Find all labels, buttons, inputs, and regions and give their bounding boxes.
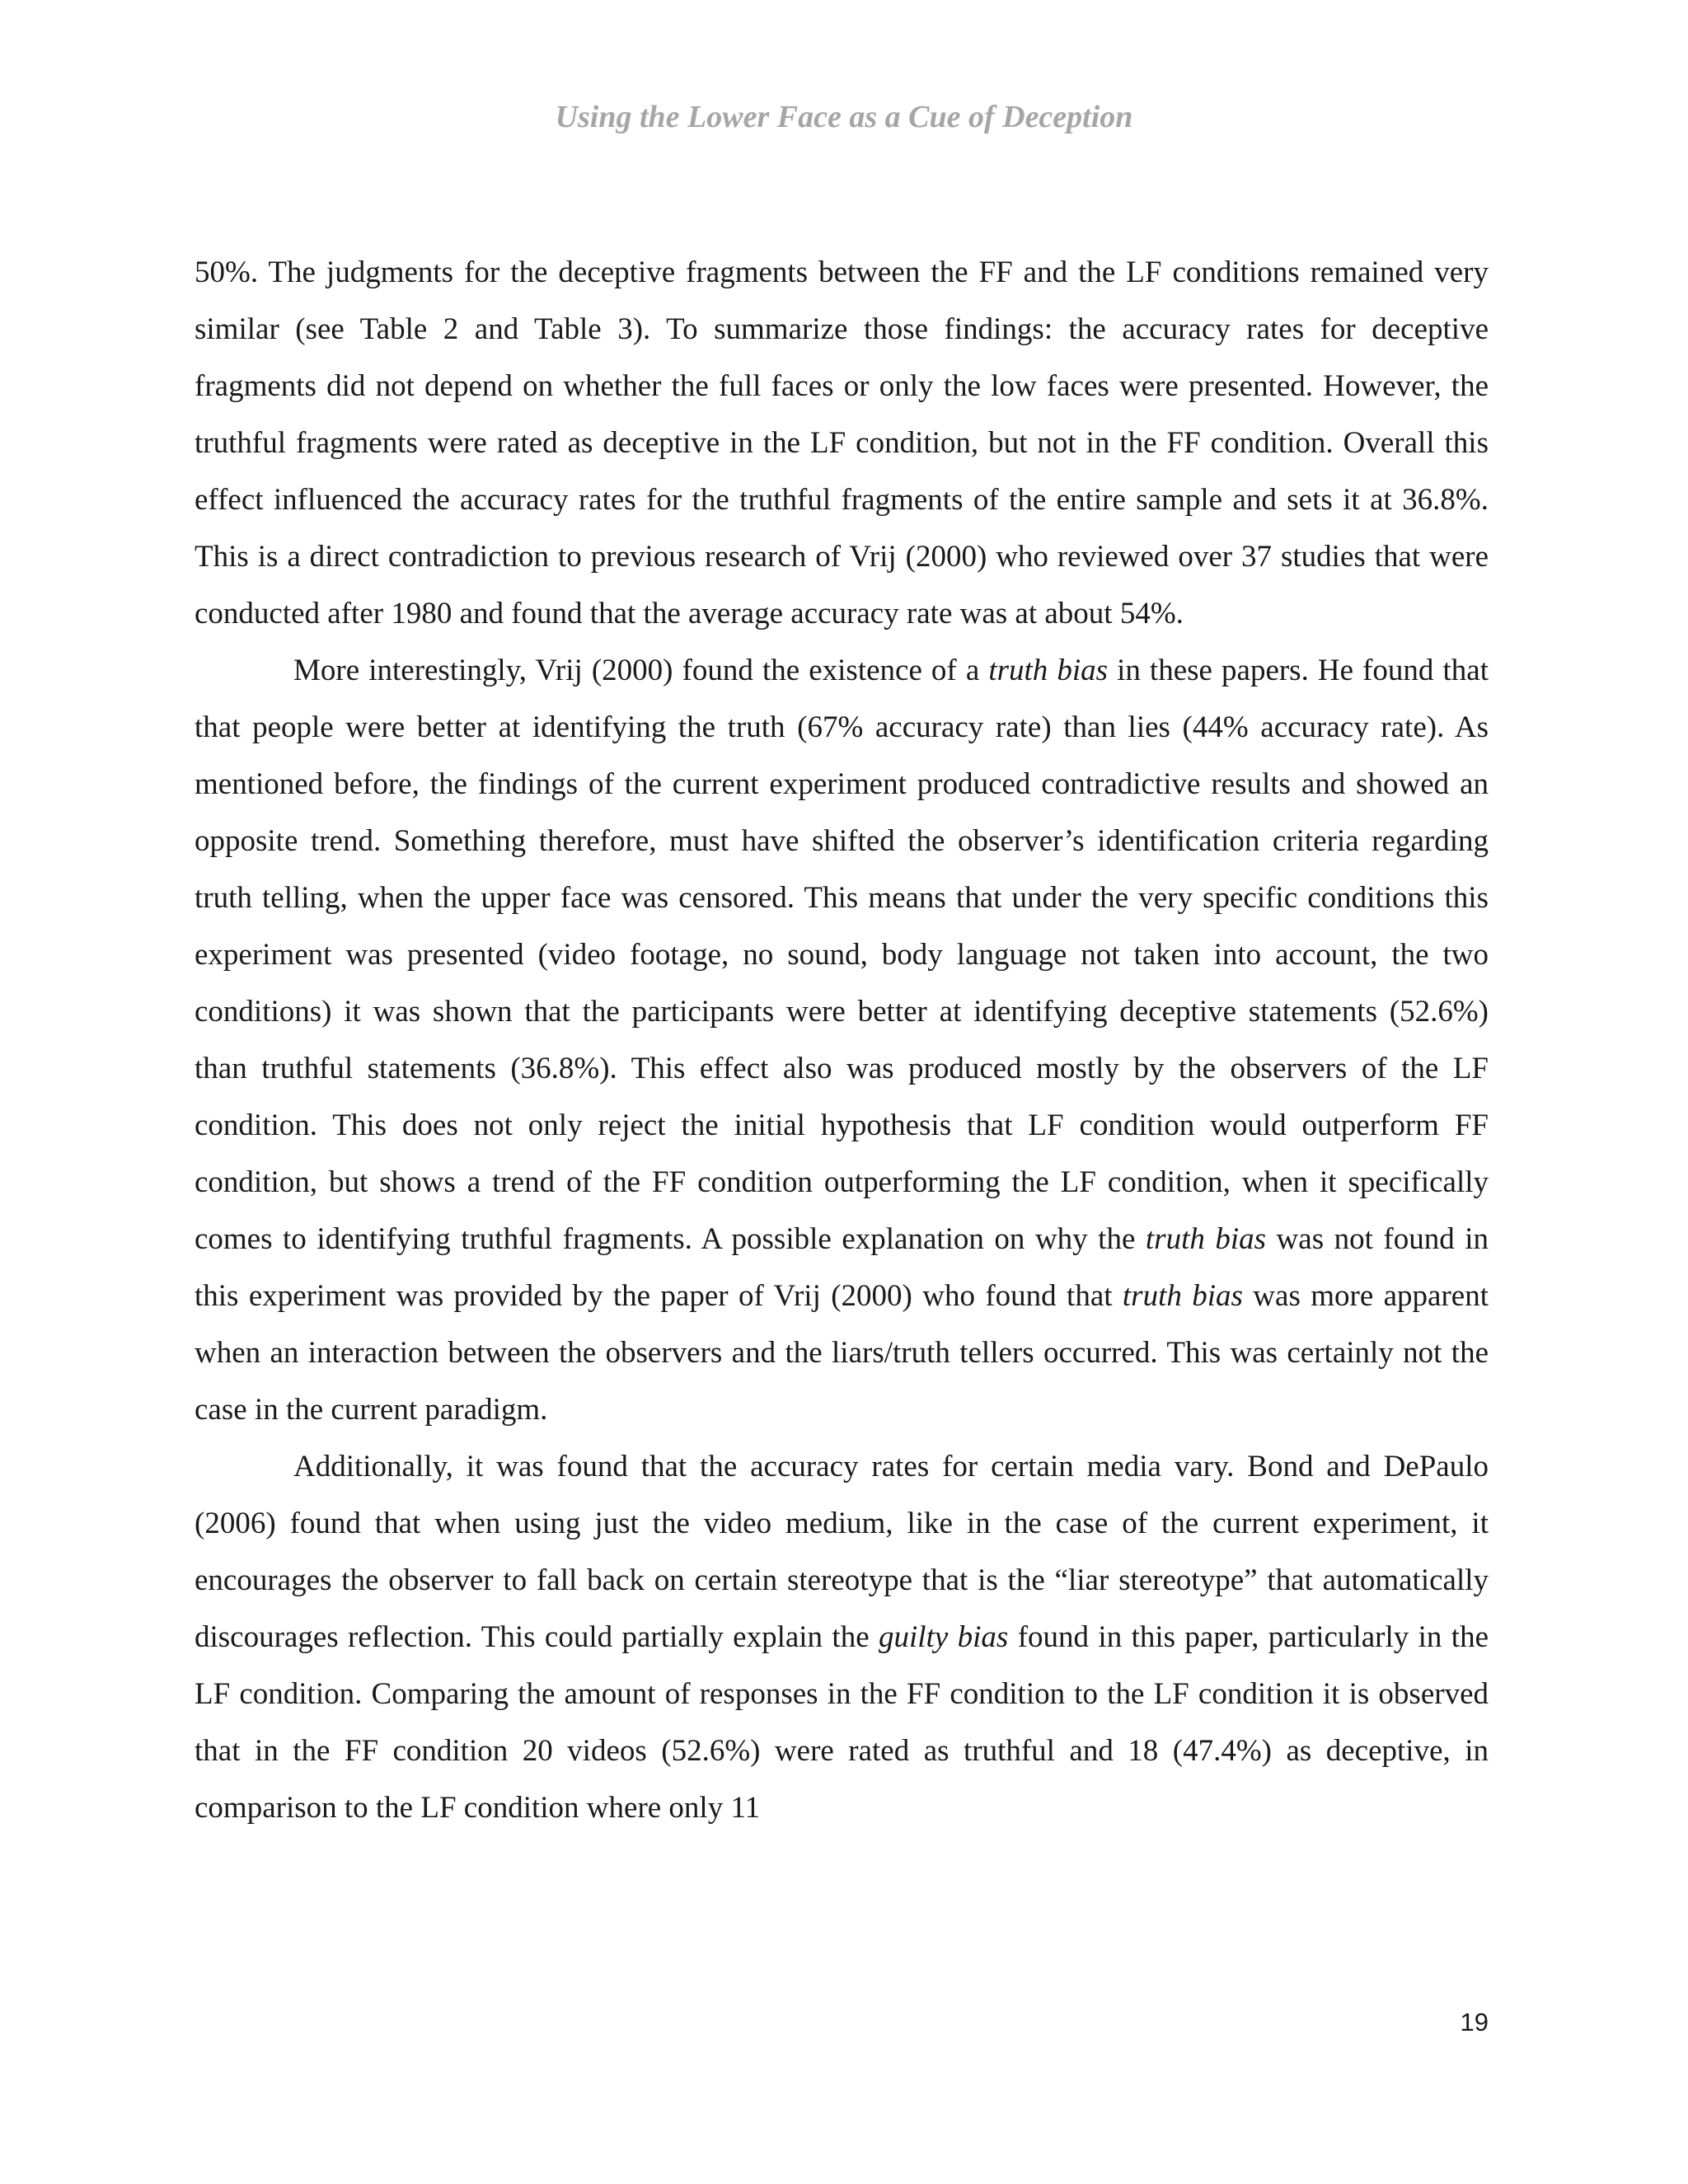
emphasis-truth-bias: truth bias: [988, 654, 1109, 687]
paragraph-3-text: Additionally, it was found that the accuracy rates for certain media vary. Bond and DePaulo (2006) found that when using just the video medium, like in the case of the current experiment, it encourages the observer to fall back on certain stereotype that is the “liar stereotype” that automatically discourages reflection. This could partially explain the: [195, 1450, 1489, 1654]
running-header: Using the Lower Face as a Cue of Deception: [555, 100, 1133, 134]
paragraph-2-text: More interestingly, Vrij (2000) found the existence of a: [293, 654, 989, 687]
emphasis-truth-bias: truth bias: [1122, 1279, 1243, 1313]
emphasis-guilty-bias: guilty bias: [879, 1620, 1009, 1654]
paragraph-3-text: found in this paper, particularly in the LF condition. Comparing the amount of responses in the FF condition to the LF condition it is observed that in the FF condition 20 videos (52.6%) were rated as truthful and 18 (47.4%) as deceptive, in comparison to the LF condition where only 11: [195, 1620, 1489, 1825]
paragraph-3: [195, 1438, 1489, 1836]
paragraph-2: [195, 642, 1489, 1438]
paragraph-2-text: was more apparent when an interaction between the observers and the liars/truth tellers occurred. This was certainly not the case in the current paradigm.: [195, 1279, 1489, 1427]
paragraph-1-text: 50%. The judgments for the deceptive fragments between the FF and the LF conditions remained very similar (see Table 2 and Table 3). To summarize those findings: the accuracy rates for deceptive fragments did not depend on whether the full faces or only the low faces were presented. However, the truthful fragments were rated as deceptive in the LF condition, but not in the FF condition. Overall this effect influenced the accuracy rates for the truthful fragments of the entire sample and sets it at 36.8%. This is a direct contradiction to previous research of Vrij (2000) who reviewed over 37 studies that were conducted after 1980 and found that the average accuracy rate was at about 54%.: [195, 255, 1489, 630]
body-text: [195, 244, 1489, 1836]
paragraph-2-text: was not found in this experiment was provided by the paper of Vrij (2000) who found that: [195, 1222, 1489, 1313]
emphasis-truth-bias: truth bias: [1145, 1222, 1267, 1256]
page-number: 19: [1460, 2008, 1489, 2036]
paragraph-1: [195, 244, 1489, 642]
paragraph-2-text: in these papers. He found that that people were better at identifying the truth (67% accuracy rate) than lies (44% accuracy rate). As mentioned before, the findings of the current experiment produced contradictive results and showed an opposite trend. Something therefore, must have shifted the observer’s identification criteria regarding truth telling, when the upper face was censored. This means that under the very specific conditions this experiment was presented (video footage, no sound, body language not taken into account, the two conditions) it was shown that the participants were better at identifying deceptive statements (52.6%) than truthful statements (36.8%). This effect also was produced mostly by the observers of the LF condition. This does not only reject the initial hypothesis that LF condition would outperform FF condition, but shows a trend of the FF condition outperforming the LF condition, when it specifically comes to identifying truthful fragments. A possible explanation on why the: [195, 654, 1489, 1256]
